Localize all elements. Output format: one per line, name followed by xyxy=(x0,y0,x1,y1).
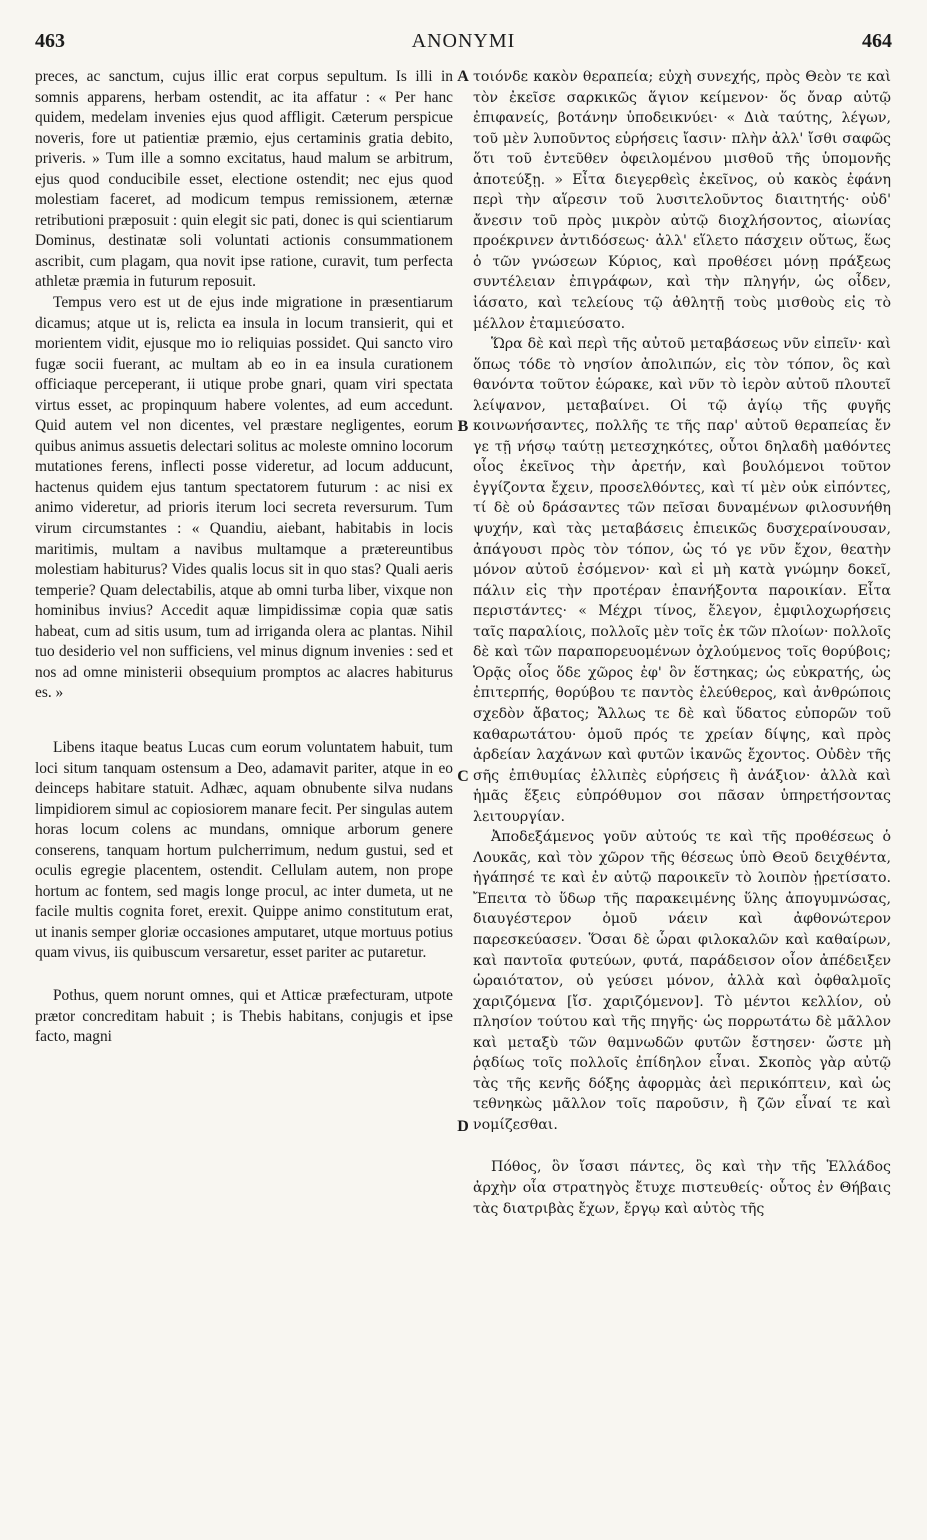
latin-paragraph: Tempus vero est ut de ejus inde migratione in præsentiarum dicamus; atque ut is, relicta ea insula in locum transierit, qui et morientem vidit, ejusque mo io reliquias possidet. Qui sancto viro fugæ socii fuerant, ac multam ab eo in ea insula curationem officiaque perceperant, ii utique probe gnari, quam viri spectata virtus esset, ac propinquum habere volentes, ad eum accedunt. Quid autem vel non dicentes, vel præstare negligentes, eorum quibus animus assuetis delectari solitus ac moleste omnino locorum mutationes ferens, inflecti posse videretur, ad locum adducunt, hactenus quidem ejus tantum spectatorem futurum : ac nisi ex animo videretur, ad prioris iterum loci secreta reversurum. Tum virum circumstantes : « Quandiu, aiebant, habitabis in locis maritimis, multam a navibus multamque a prætereuntibus molestiam habiturus? Vides qualis locus sit in quo stas? Quali aeris temperie? Quam delectabilis, atque ab omni turba liber, vixque non hominibus invius? Accedit aquæ limpidissimæ copia quæ satis habeat, cum ad sitis usum, tum ad irriganda olera ac plantas. Nihil tuo desiderio vel non sufficiens, vel minus dignum invenies : sed et nos ad omne ministerii obsequium promptos ac alacres habiturus es. » xyxy=(35,294,453,702)
page-header xyxy=(0,30,927,60)
greek-paragraph: Πόθος, ὃν ἴσασι πάντες, ὃς καὶ τὴν τῆς Ἑλλάδος ἀρχὴν οἷα στρατηγὸς ἔτυχε πιστευθείς· οὗτος ἐν Θήβαις τὰς διατριβὰς ἔχων, ἔργῳ καὶ αὐτὸς τῆς xyxy=(473,1159,891,1217)
latin-paragraph: Libens itaque beatus Lucas cum eorum voluntatem habuit, tum loci situm tanquam ostensum a Deo, adamavit pariter, atque in eo deinceps habitare statuit. Adhæc, aquam obnubente silva nudans limpidiorem simul ac copiosiorem manare fecit. Per singulas autem horas locum colens ac mundans, omnique arborum genere conserens, tanquam hortum pulcherrimum, nedum gustui, sed et oculis egregie placentem, ostendit. Cellulam autem, non prope hortum ac fontem, sed magis longe procul, ac inter dumeta, ut ne facile multis cognita foret, erexit. Quippe animo constitutum erat, ut inanis semper gloriæ occasiones amputaret, utque mortuus potius quam vivus, iis quibuscum versaretur, esset pariter ac putaretur. xyxy=(35,738,453,962)
greek-paragraph: Ἀποδεξάμενος γοῦν αὐτούς τε καὶ τῆς προθέσεως ὁ Λουκᾶς, καὶ τὸν χῶρον τῆς θέσεως ὑπὸ Θεοῦ δειχθέντα, ἠγάπησέ τε καὶ ἐν αὐτῷ παροικεῖν τὸ λοιπὸν ᾑρετίσατο. Ἔπειτα τὸ ὕδωρ τῆς παρακειμένης ὕλης ἀπογυμνώσας, διαυγέστερον ὁμοῦ νάειν καὶ ἀφθονώτερον παρεσκεύασεν. Ὅσαι δὲ ὧραι φιλοκαλῶν καὶ καθαίρων, καὶ παντοῖα φυτεύων, φυτά, παράδεισον οἷον ἀπέδειξεν ὡραιότατον, οὐ γεύσει μόνον, ἀλλὰ καὶ ὀφθαλμοῖς χαριζόμενα [ἴσ. χαριζόμενον]. Τὸ μέντοι κελλίον, οὐ πλησίον τούτου καὶ τῆς πηγῆς· ὡς πορρωτάτω δὲ μᾶλλον καὶ μεταξὺ τῶν θαμνωδῶν φυτῶν ἔστησεν· ὥστε μὴ ῥᾳδίως τοῖς πολλοῖς ἐπίδηλον εἶναι. Σκοπὸς γὰρ αὐτῷ τὰς τῆς κενῆς δόξης ἀφορμὰς ἀεὶ περικόπτειν, καὶ ὡς τεθνηκὼς μᾶλλον τοῖς παροῦσιν, ἢ ζῶν εἶναί τε καὶ νομίζεσθαι. xyxy=(473,829,891,1133)
page-number-left: 463 xyxy=(35,30,65,52)
latin-paragraph: Pothus, quem norunt omnes, qui et Atticæ præfecturam, utpote prætor concreditam habuit ; is Thebis habitans, conjugis et ipse facto, magni xyxy=(35,986,453,1046)
running-title: ANONYMI xyxy=(411,30,516,52)
latin-column xyxy=(35,67,453,1048)
margin-letter-a: A xyxy=(457,68,469,85)
page-number-right: 464 xyxy=(862,30,892,52)
greek-paragraph: Ὥρα δὲ καὶ περὶ τῆς αὐτοῦ μεταβάσεως νῦν εἰπεῖν· καὶ ὅπως τόδε τὸ νησίον ἀπολιπών, εἰς τὸν τόπον, ὃς καὶ θανόντα τοῦτον ἑώρακε, καὶ νῦν τὸ ἱερὸν αὐτοῦ πλουτεῖ λείψανον, μεταβαίνει. Οἱ τῷ ἁγίῳ τῆς φυγῆς κοινωνήσαντες, πολλῆς τε τῆς παρ' αὐτοῦ θεραπείας ἔν γε τῇ νήσῳ ταύτῃ μετεσχηκότες, οὗτοι δηλαδὴ μαθόντες οἷος ἐκεῖνος τὴν ἀρετήν, καὶ βουλόμενοι τοῦτον ἐγγίζοντα ἔχειν, προσελθόντες, καὶ τί μὲν οὐκ εἰπόντες, τί δὲ οὐ δράσαντες τῶν πεῖσαι δυναμένων φιλοσυνήθη ψυχήν, καὶ τὰς μεταβάσεις ἐπιεικῶς δυσχεραίνουσαν, ἀπάγουσι πρὸς τὸν τόπον, ὡς τό γε νῦν ἔχον, θεατὴν μόνον αὐτοῦ ἐσόμενον· καὶ εἰ μὴ κατὰ γνώμην δοκεῖ, πάλιν εἰς τὴν προτέραν ἐπανήξοντα παροικίαν. Εἶτα περιστάντες· « Μέχρι τίνος, ἔλεγον, ἐμφιλοχωρήσεις ταῖς παραλίοις, πολλοῖς μὲν τοῖς ἐκ τῶν πλοίων· πολλοῖς δὲ καὶ τῶν παραπορευομένων ὀχλούμενος τοῖς θορύβοις; Ὁρᾷς οἷος ὅδε χῶρος ἐφ' ὃν ἕστηκας; ὡς εὐκρατής, ὡς ἐπιτερπής, θορύβου τε παντὸς ἐλεύθερος, καὶ ἀνθρώποις σχεδὸν ἄβατος; Ἄλλως τε δὲ καὶ ὕδατος εὐπορῶν τοῦ καθαρωτάτου· ὁμοῦ πρός τε χρείαν δίψης, καὶ πρὸς ἀρδείαν λαχάνων καὶ φυτῶν ἱκανῶς ἔχοντος. Οὐδὲν τῆς σῆς ἐπιθυμίας ἐλλιπὲς εὑρήσεις ἢ ἀνάξιον· ἀλλὰ καὶ ἡμᾶς ἕξεις εὐπρόθυμον σοι πᾶσαν ὑπηρετήσοντας λειτουργίαν. xyxy=(473,336,891,825)
greek-column xyxy=(473,67,891,1219)
margin-letter-b: B xyxy=(457,418,469,435)
margin-letter-d: D xyxy=(457,1118,469,1135)
greek-paragraph: τοιόνδε κακὸν θεραπεία; εὐχὴ συνεχής, πρὸς Θεὸν τε καὶ τὸν ἐκεῖσε σαρκικῶς ἅγιον κείμενον· ὅς ὄναρ αὐτῷ ἐπιφανείς, βοτάνην ὑποδεικνύει· « Διὰ ταύτης, λέγων, τοῦ μὲν λυποῦντος εὑρήσεις ἴασιν· πλὴν ἀλλ' ἴσθι σαφῶς ὅτι τοῦ ἐντεῦθεν ὀφειλομένου μισθοῦ τῆς ὑπομονῆς ἀποτεύξῃ. » Εἶτα διεγερθεὶς ἐκεῖνος, οὐ κακὸς ἐφάνη περὶ τὴν αἵρεσιν τοῦ λυσιτελοῦντος διαιτητής· οὐδ' ἄνεσιν τοῦ πρὸς μικρὸν αὐτῷ διοχλήσοντος, αἰωνίας προέκρινεν ἀντιδόσεως· ἀλλ' εἵλετο πάσχειν οὕτως, ἕως ὁ τῶν γνώσεων Κύριος, καὶ προθέσει μόνῃ πράξεως συντέλειαν ἐπιγράφων, καὶ τὴν πληγήν, ὡς οἶδεν, ἰάσατο, καὶ τελείους τῷ ἀθλητῇ τοὺς μισθοὺς εἰς τὸ μέλλον ἐταμιεύσατο. xyxy=(473,69,891,332)
latin-paragraph: preces, ac sanctum, cujus illic erat corpus sepultum. Is illi in somnis apparens, herbam ostendit, ac ita affatur : « Per hanc quidem, medelam invenies ejus quod affligit. Cæterum perspicue noveris, fore ut patientiæ præmio, ejus certaminis gratia debito, priveris. » Tum ille a somno excitatus, haud malum se arbitrum, ejus quod conducibile esset, electione ostendit; nec ejus quod molestiam faceret, ad modicum tempus remissionem, æternæ retributioni præposuit : quin elegit sic pati, donec is qui scientiarum Dominus, destinatæ soli voluntati actionis consummationem ascribit, cum plagam, qua novit ipse ratione, curavit, tum perfecta athletæ præmia in futurum reposuit. xyxy=(35,68,453,291)
margin-letter-c: C xyxy=(457,768,469,785)
